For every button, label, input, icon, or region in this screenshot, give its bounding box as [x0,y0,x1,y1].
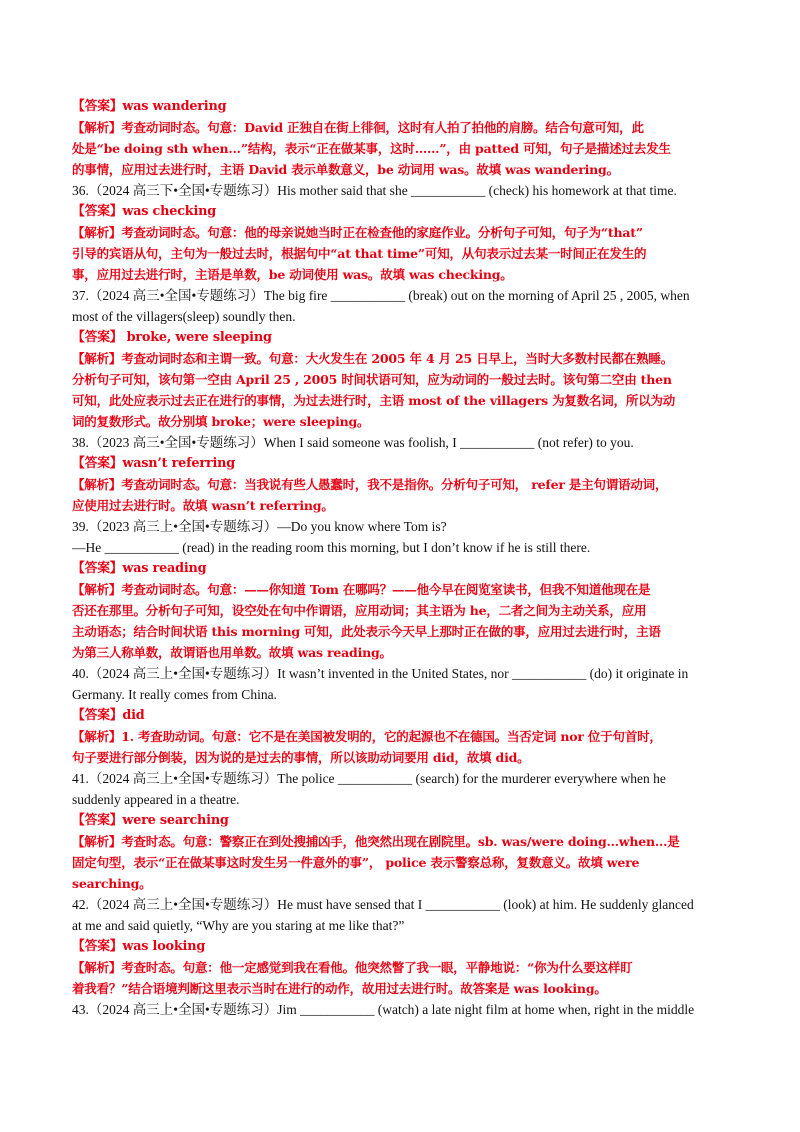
explanation-line: 分析句子可知，该句第一空由 April 25 , 2005 时间状语可知，应为动词的一般过去时。该句第二空由 then [72,372,672,387]
explanation-line: 应使用过去进行时。故填 wasn’t referring。 [72,498,334,513]
answer-line: 【答案】was looking [72,939,206,954]
question-line: 43.（2024 高三上•全国•专题练习）Jim ___________ (watch) a late night film at home when, right in the middle [72,1002,695,1017]
question-line: 37.（2024 高三•全国•专题练习）The big fire ___________ (break) out on the morning of April 25 , 2005, when [72,288,690,303]
explanation-line: 句子要进行部分倒装，因为说的是过去的事情，所以该助动词要用 did，故填 did。 [72,750,530,765]
exercise-content [72,96,732,1020]
question-line: 38.（2023 高三•全国•专题练习）When I said someone was foolish, I ___________ (not refer) to you. [72,435,634,450]
question-line: 36.（2024 高三下•全国•专题练习）His mother said that she ___________ (check) his homework at that time. [72,183,677,198]
explanation-line: 【解析】考查动词时态。句意：他的母亲说她当时正在检查他的家庭作业。分析句子可知，句子为“that” [72,225,643,240]
explanation-line: 固定句型，表示“正在做某事这时发生另一件意外的事”， police 表示警察总称，复数意义。故填 were [72,855,640,870]
explanation-line: 【解析】考查动词时态。句意：——你知道 Tom 在哪吗？——他今早在阅览室读书，但我不知道他现在是 [72,582,651,597]
question-line: at me and said quietly, “Why are you staring at me like that?” [72,918,405,933]
answer-line: 【答案】did [72,708,145,723]
question-line: 41.（2024 高三上•全国•专题练习）The police ___________ (search) for the murderer everywhere when he [72,771,666,786]
explanation-line: 主动语态；结合时间状语 this morning 可知，此处表示今天早上那时正在做的事，应用过去进行时，主语 [72,624,661,639]
question-line: 39.（2023 高三上•全国•专题练习）—Do you know where Tom is? [72,519,447,534]
explanation-line: 处是“be doing sth when...”结构，表示“正在做某事，这时……”，由 patted 可知，句子是描述过去发生 [72,141,671,156]
explanation-line: 的事情，应用过去进行时，主语 David 表示单数意义，be 动词用 was。故填 was wandering。 [72,162,619,177]
answer-line: 【答案】was checking [72,204,216,219]
explanation-line: 词的复数形式。故分别填 broke；were sleeping。 [72,414,370,429]
explanation-line: 【解析】考查动词时态和主谓一致。句意：大火发生在 2005 年 4 月 25 日早上，当时大多数村民都在熟睡。 [72,351,673,366]
explanation-line: 【解析】考查动词时态。句意：David 正独自在街上徘徊，这时有人拍了拍他的肩膀。结合句意可知，此 [72,120,644,135]
explanation-line: 【解析】考查动词时态。句意：当我说有些人愚蠢时，我不是指你。分析句子可知， refer 是主句谓语动词， [72,477,668,492]
explanation-line: 可知，此处应表示过去正在进行的事情，为过去进行时，主语 most of the villagers 为复数名词，所以为动 [72,393,676,408]
explanation-line: 【解析】考查时态。句意：他一定感觉到我在看他。他突然瞥了我一眼，平静地说：“你为什么要这样盯 [72,960,633,975]
explanation-line: 事，应用过去进行时，主语是单数，be 动词使用 was。故填 was checking。 [72,267,513,282]
answer-line: 【答案】 broke, were sleeping [72,330,272,345]
question-line: suddenly appeared in a theatre. [72,792,240,807]
explanation-line: 【解析】1. 考查助动词。句意：它不是在美国被发明的，它的起源也不在德国。当否定词 nor 位于句首时， [72,729,662,744]
question-line: 40.（2024 高三上•全国•专题练习）It wasn’t invented in the United States, nor ___________ (do) it originate in [72,666,689,681]
question-line: —He ___________ (read) in the reading room this morning, but I don’t know if he is still there. [72,540,591,555]
answer-line: 【答案】were searching [72,813,229,828]
explanation-line: 否还在那里。分析句子可知，设空处在句中作谓语，应用动词；其主语为 he，二者之间为主动关系，应用 [72,603,647,618]
question-line: most of the villagers(sleep) soundly then. [72,309,296,324]
explanation-line: 引导的宾语从句，主句为一般过去时，根据句中“at that time”可知，从句表示过去某一时间正在发生的 [72,246,647,261]
explanation-line: 为第三人称单数，故谓语也用单数。故填 was reading。 [72,645,392,660]
explanation-line: searching。 [72,876,152,891]
question-line: Germany. It really comes from China. [72,687,277,702]
answer-line: 【答案】was wandering [72,99,227,114]
answer-line: 【答案】was reading [72,561,207,576]
question-line: 42.（2024 高三上•全国•专题练习）He must have sensed that I ___________ (look) at him. He suddenly glanced [72,897,694,912]
explanation-line: 着我看？”结合语境判断这里表示当时在进行的动作，故用过去进行时。故答案是 was looking。 [72,981,607,996]
answer-line: 【答案】wasn’t referring [72,456,235,471]
explanation-line: 【解析】考查时态。句意：警察正在到处搜捕凶手，他突然出现在剧院里。sb. was/were doing…when…是 [72,834,680,849]
